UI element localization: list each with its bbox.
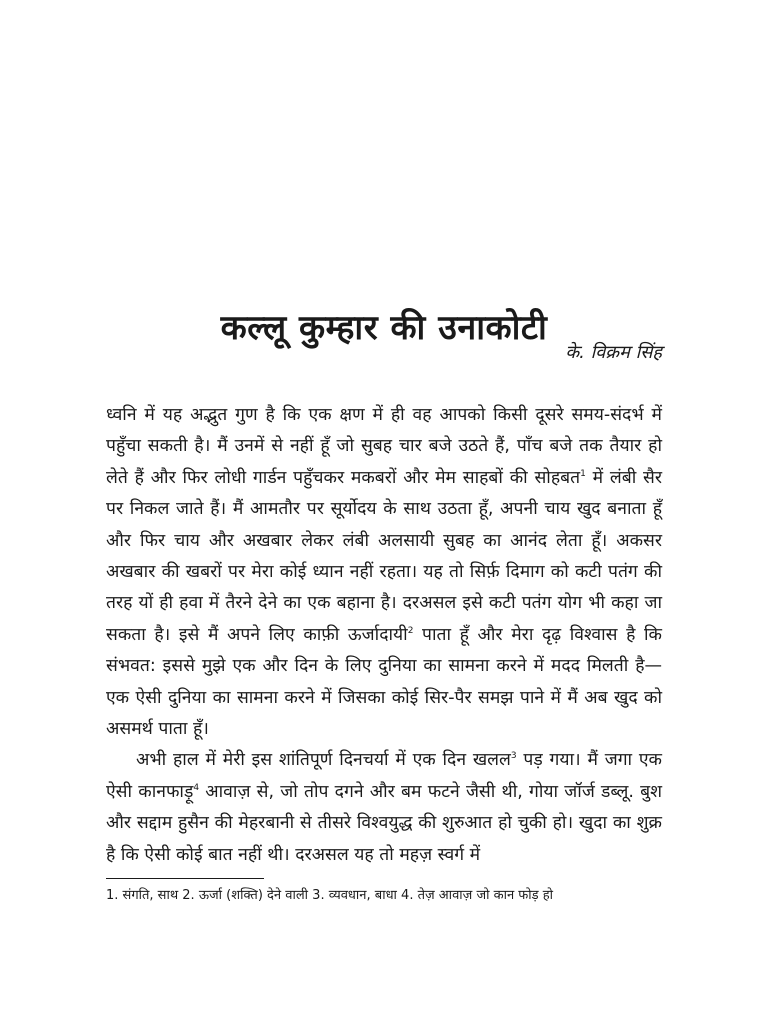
paragraph-2-part-a: अभी हाल में मेरी इस शांतिपूर्ण दिनचर्या में एक दिन खलल (136, 750, 511, 771)
author-name: के. विक्रम सिंह (565, 342, 662, 363)
chapter-title: कल्लू कुम्हार की उनाकोटी (220, 307, 548, 348)
footnote-ref-2: 2 (407, 626, 414, 637)
paragraph-1-part-a: ध्वनि में यह अद्भुत गुण है कि एक क्षण में ही वह आपको किसी दूसरे समय-संदर्भ में पहुँचा सकती है। मैं उनमें से नहीं हूँ जो सुबह चार बजे उठते हैं, पाँच बजे तक तैयार हो लेते हैं और फिर लोधी गार्डन पहुँचकर मकबरों और मेम साहबों की सोहबत (106, 405, 662, 488)
footnote-ref-4: 4 (193, 783, 200, 794)
paragraph-2 (106, 745, 662, 871)
paragraph-2-part-b: पड़ गया। मैं जगा एक ऐसी कानफाड़ू (106, 750, 662, 802)
footnote-ref-1: 1 (580, 468, 586, 479)
paragraph-1 (106, 400, 662, 745)
paragraph-1-part-b: में लंबी सैर पर निकल जाते हैं। मैं आमतौर पर सूर्योदय के साथ उठता हूँ, अपनी चाय खुद बनाता हूँ और फिर चाय और अखबार लेकर लंबी अलसायी सुबह का आनंद लेता हूँ। अकसर अखबार की खबरों पर मेरा कोई ध्यान नहीं रहता। यह तो सिर्फ़ दिमाग को कटी पतंग की तरह यों ही हवा में तैरने देने का एक बहाना है। दरअसल इसे कटी पतंग योग भी कहा जा सकता है। इसे मैं अपने लिए काफ़ी ऊर्जादायी (106, 467, 663, 645)
body-text (106, 400, 662, 871)
paragraph-2-part-c: आवाज़ से, जो तोप दगने और बम फटने जैसी थी, गोया जॉर्ज डब्लू. बुश और सद्दाम हुसैन की मेहरबानी से तीसरे विश्वयुद्ध की शुरुआत हो चुकी हो। खुदा का शुक्र है कि ऐसी कोई बात नहीं थी। दरअसल यह तो महज़ स्वर्ग में (106, 781, 662, 865)
footnote-ref-3: 3 (510, 751, 517, 762)
footnote-divider (106, 878, 264, 879)
footnotes: 1. संगति, साथ 2. ऊर्जा (शक्ति) देने वाली 3. व्यवधान, बाधा 4. तेज़ आवाज़ जो कान फोड़ हो (106, 888, 554, 903)
paragraph-1-part-c: पाता हूँ और मेरा दृढ़ विश्वास है कि संभवत: इससे मुझे एक और दिन के लिए दुनिया का सामना करने में मदद मिलती है—एक ऐसी दुनिया का सामना करने में जिसका कोई सिर-पैर समझ पाने में मैं अब खुद को असमर्थ पाता हूँ। (106, 624, 662, 740)
